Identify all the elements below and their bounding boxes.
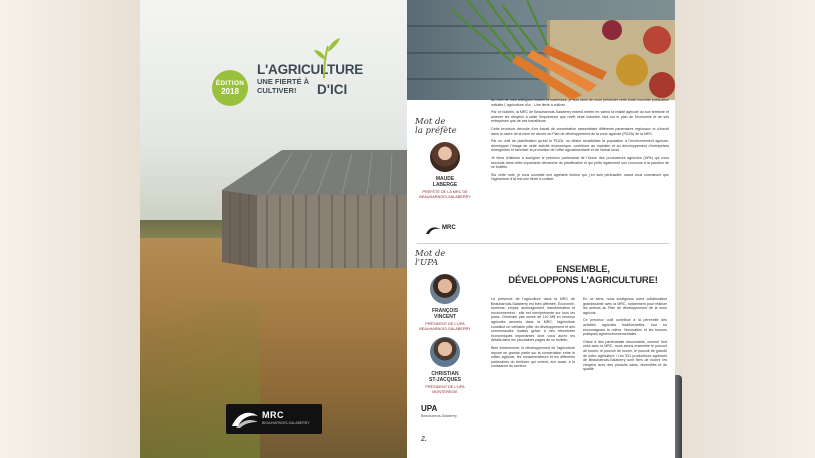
upa-small-sublabel: Beauharnois-Salaberry [421,414,457,418]
mrc-logo-cover [226,404,322,434]
logo-tagline: UNE FIERTÉ À CULTIVER! [257,77,310,95]
upa-president-portrait [430,274,460,304]
upa-paragraph: Ce précieux outil contribue à la pérennité des activités agricoles traditionnelles, tout en encourageant la relève, l'innovation et les bonnes pratiques agroenvironnementales. [583,318,667,337]
mrc-small-label: MRC [442,225,456,231]
prefete-paragraph: Sur cette note, je vous souhaite une agréable lecture qui, j'en suis persuadée, saura vous convaincre que l'agriculture d'ici est une fierté à cultiver. [491,172,669,182]
edition-year: 2018 [221,87,239,96]
sprout-icon [312,38,342,78]
brochure-cover [140,0,407,458]
edition-label: ÉDITION [215,80,245,87]
mrc-cover-sublabel: BEAUHARNOIS-SALABERRY [262,421,310,425]
upa-paragraph: Grâce à des partenariats structurants, comme l'est celui avec la MRC, nous avons ensemble le pouvoir de nourrir, le pouvoir de nourrir, le pouvoir de grandir de notre agriculture ! Les 531 producteurs agricoles de Beauharnois-Salaberry sont fiers de nourrir les citoyens avec des produits sains, diversifiés et de qualité. [583,339,667,372]
upa-monteregie-first-name: CHRISTIAN [431,371,459,377]
upa-paragraph: La présence de l'agriculture dans la MRC de Beauharnois-Salaberry est bien affirmée. Économie, tourisme, emploi, aménagement, transformation et environnement : elle est omniprésente sur tous les plans. Générant pas moins de 110 M$ en revenus agricoles annuels dans la MRC, l'agriculture constitue un véritable pilier du développement et des communautés locales grâce à ses retombées économiques importantes dont vous aurez les détails dans les prochaines pages de ce bulletin. [491,297,575,343]
mot-upa-heading [415,250,475,268]
logo-main-text: L'AGRICULTURE [257,62,364,77]
upa-logo-small [421,404,476,424]
mot-prefete-line1: Mot de [415,117,446,127]
mot-upa-line2: l'UPA [415,258,439,268]
prefete-paragraph: Au nom de mes collègues maires et mairesses, je suis ravie de vous présenter cette toute nouvelle publication intitulée L'agriculture d'ici - Une fierté à cultiver. [491,98,669,107]
background-left [0,0,140,458]
mot-upa-line1: Mot de [415,249,446,259]
prefete-paragraph: Par ce outil de planification qu'est le PDZA, on désire sensibiliser la population à l'environnement agricole, développer l'image de cette activité économique, contribuer au maintien et au développement d'entreprises émergentes et favoriser la promotion de l'offre agroalimentaire et de l'achat local. [491,139,669,153]
headline-line1: ENSEMBLE, [556,264,610,275]
upa-paragraph: En ce sens, nous soulignons notre collaboration grandissante avec la MRC, notamment pour réaliser les actions du Plan de développement de la zone agricole. [583,297,667,315]
prefete-role: PRÉFÈTE DE LA MRC DE BEAUHARNOIS-SALABERRY [419,190,471,199]
upa-president-first-name: FRANÇOIS [431,308,459,314]
vegetables-illustration [407,0,675,100]
edition-badge [212,70,248,106]
upa-small-label: UPA [421,404,438,413]
headline-line2: DÉVELOPPONS L'AGRICULTURE! [508,275,658,286]
prefete-first-name: MAUDE [435,176,455,182]
barn-illustration [222,150,407,270]
upa-sidebar [415,250,475,394]
prefete-sidebar [415,118,475,199]
upa-monteregie-role: PRÉSIDENT DE L'UPA MONTÉRÉGIE [425,385,465,394]
background-right [675,0,815,458]
mrc-emblem-icon [425,225,441,235]
section-divider [417,243,669,244]
prefete-message [491,98,669,185]
mrc-cover-label: MRC [262,410,284,420]
upa-president-name [415,308,475,320]
upa-monteregie-last-name: ST-JACQUES [429,377,461,383]
vegetable-photo [407,0,675,100]
mot-prefete-line2: la préfète [415,126,457,136]
mrc-logo-small [425,224,473,236]
upa-monteregie-name [415,371,475,383]
upa-column-right [583,297,667,375]
prefete-paragraph: Cette brochure découle d'un travail de concertation rassemblant différents partenaires régionaux et s'inscrit dans le cadre de la mise en œuvre du Plan de développement de la zone agricole (PDZA) de la MRC. [491,126,669,136]
upa-column-left [491,297,575,372]
mot-prefete-heading [415,118,475,136]
section-headline [497,264,669,286]
prefete-paragraph: Je tiens d'ailleurs à souligner le précieux partenariat de l'Union des producteurs agricoles (UPA) qui nous seconde dans cette importante démarche de planification et qui prête également son concours à la parution de ce bulletin. [491,155,669,170]
page-number: 2. [421,436,427,443]
brochure-inner-page [407,0,675,458]
logo-dici-text: D'ICI [317,82,348,97]
mrc-emblem-icon [230,408,260,430]
prefete-last-name: LABERGE [432,182,458,188]
upa-president-last-name: VINCENT [434,314,456,320]
upa-monteregie-portrait [430,337,460,367]
upa-paragraph: Bien évidemment, le développement de l'agriculture repose en grande partie sur la concertation entre le milieu agricole, les consommateurs et les différents partenaires du territoire qui croient, eux aussi, à la croissance du secteur. [491,345,575,369]
prefete-paragraph: Par ce bulletin, la MRC de Beauharnois-Salaberry entend mettre en valeur la réalité agricole du son territoire et amener les citoyens à saisir l'importance que revêt cette industrie, tant sur le plan de l'économie et de ses entreprises que de ses travailleurs. [491,110,669,124]
prefete-portrait [430,142,460,172]
upa-president-role: PRÉSIDENT DE L'UPA BEAUHARNOIS-SALABERRY [419,322,471,331]
grass-foreground [140,300,260,458]
prefete-name [415,176,475,188]
